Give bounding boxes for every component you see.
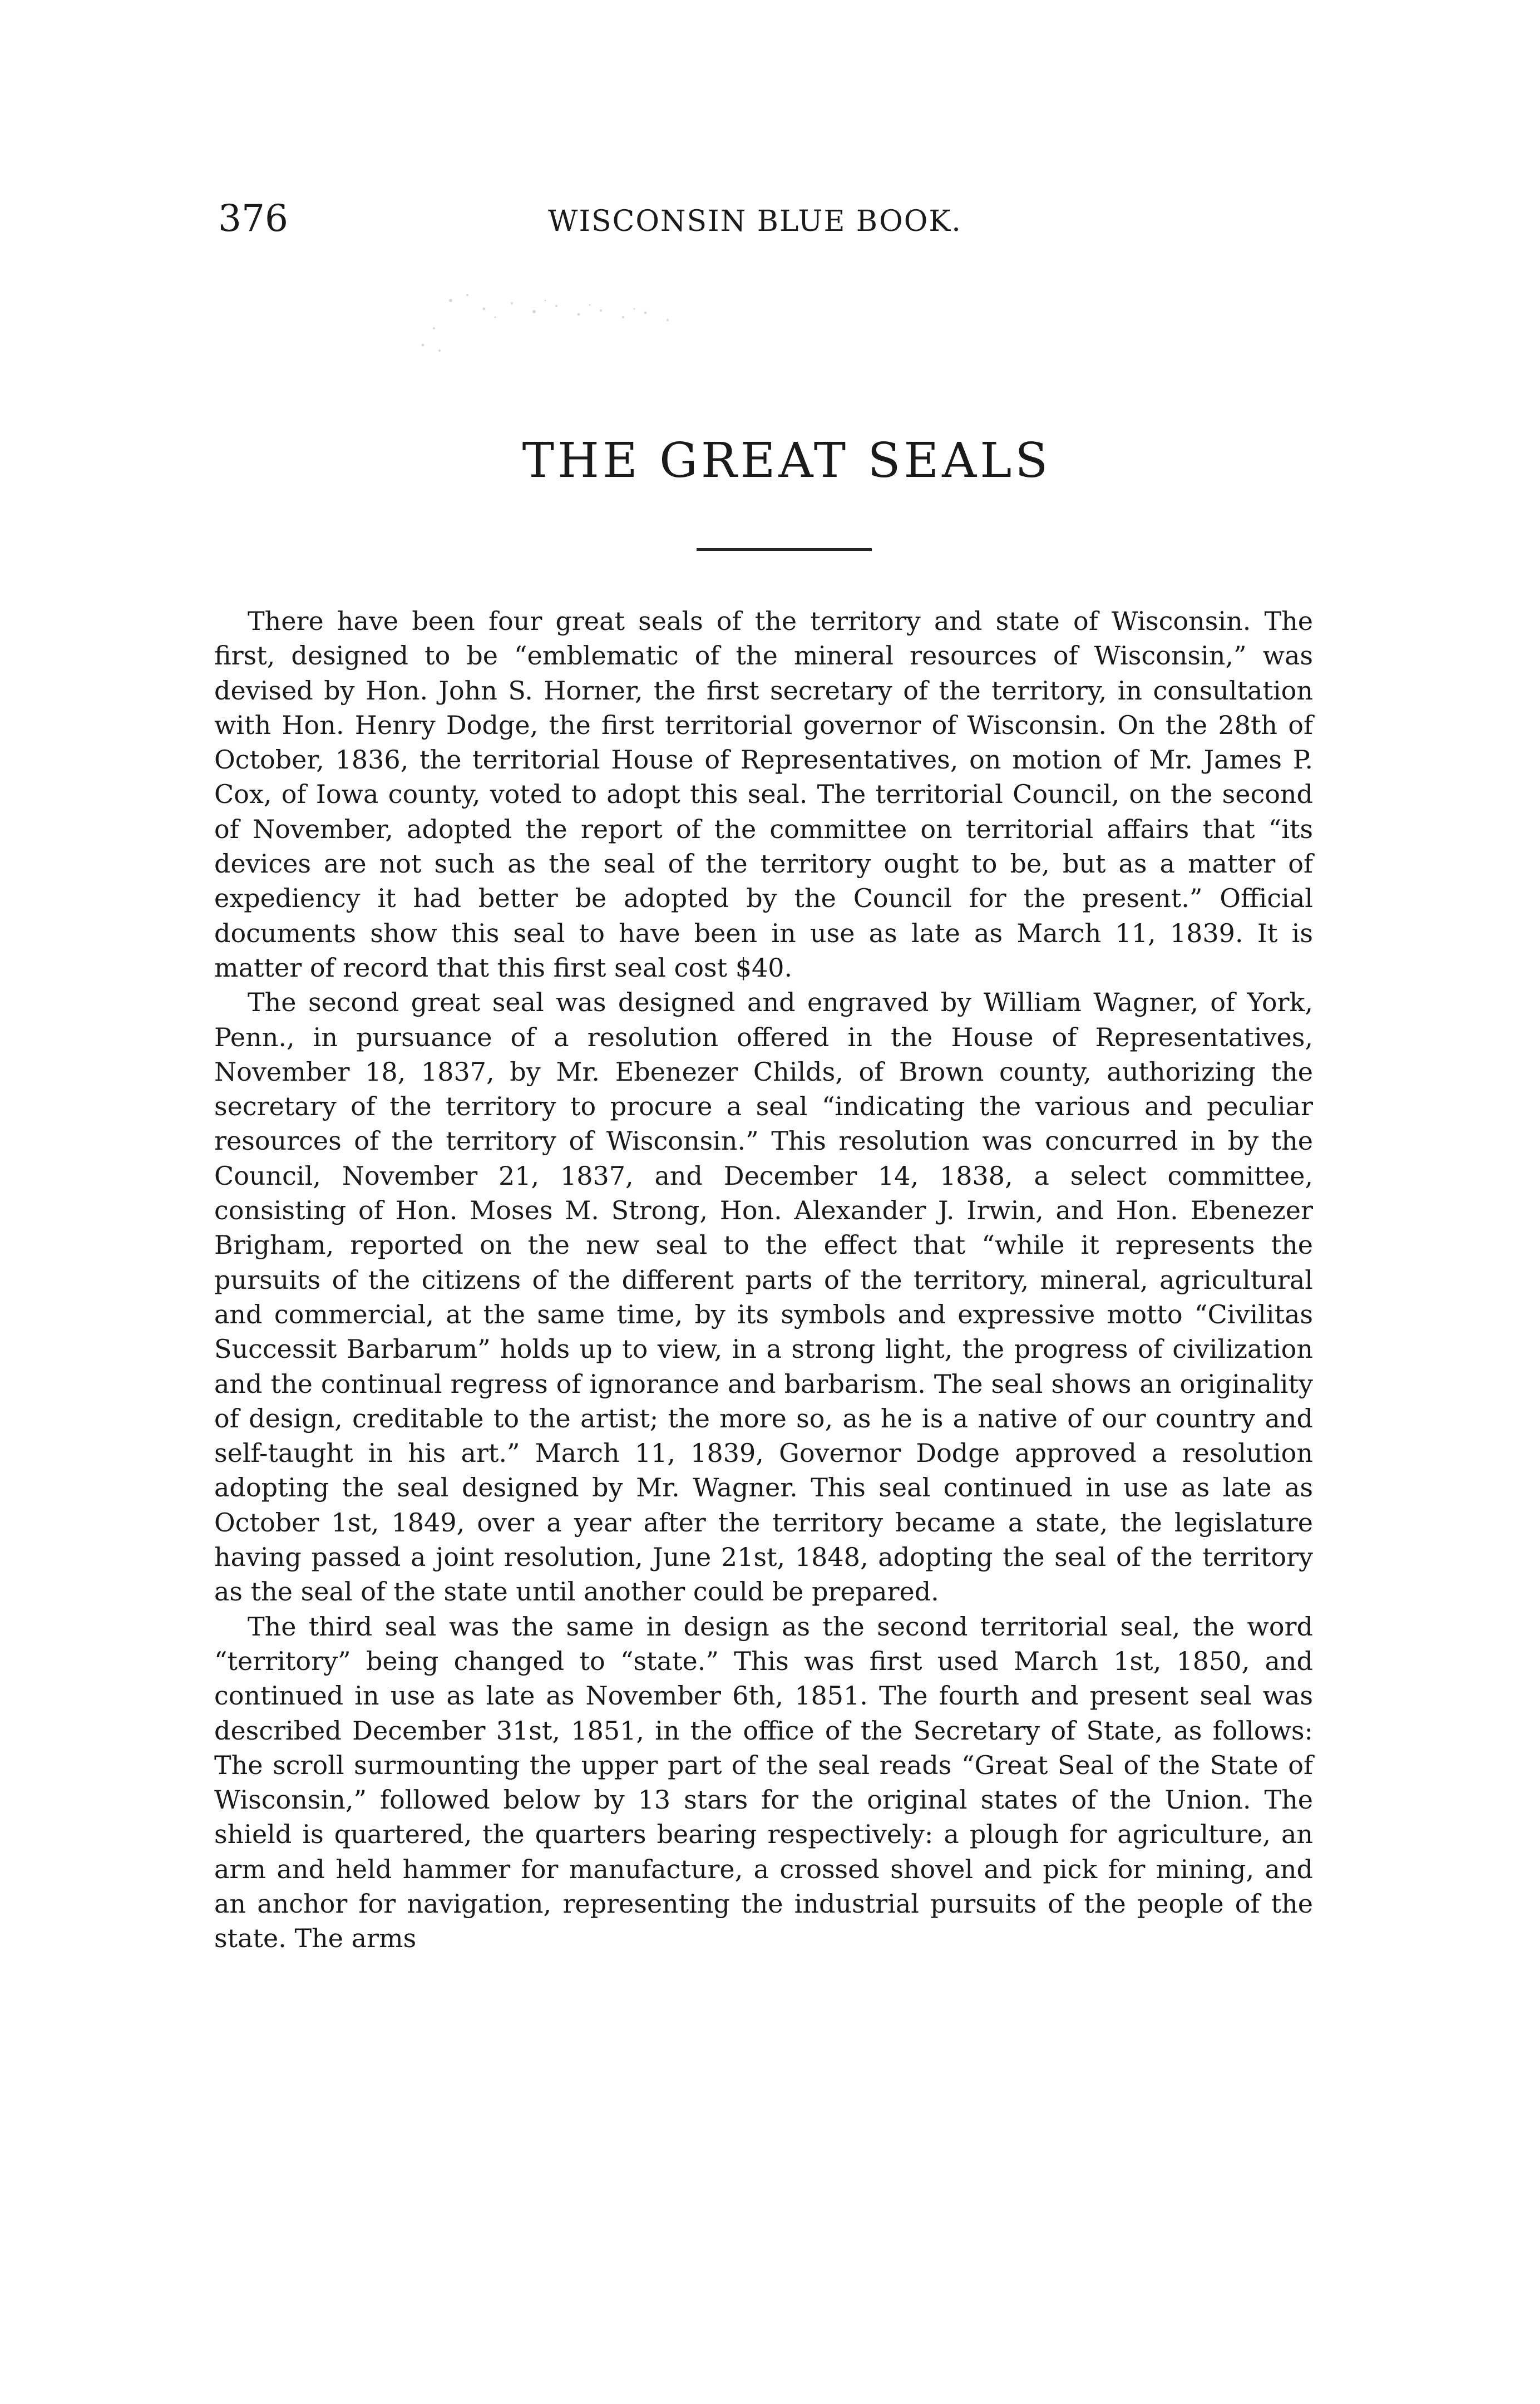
page-number: 376	[218, 197, 288, 240]
paragraph-2: The second great seal was designed and engraved by William Wagner, of York, Penn., in pursuance of a resolution offered in the House of Representatives, November 18, 1837, by Mr. Ebenezer Childs, of Brown county, authorizing the secretary of the territory to procure a seal “indicating the various and peculiar resources of the territory of Wisconsin.” This resolution was concurred in by the Council, November 21, 1837, and December 14, 1838, a select committee, consisting of Hon. Moses M. Strong, Hon. Alexander J. Irwin, and Hon. Ebenezer Brigham, reported on the new seal to the effect that “while it represents the pursuits of the citizens of the different parts of the territory, mineral, agricultural and commercial, at the same time, by its symbols and expressive motto “Civilitas Successit Barbarum” holds up to view, in a strong light, the progress of civilization and the continual regress of ignorance and barbarism. The seal shows an originality of design, creditable to the artist; the more so, as he is a native of our country and self-taught in his art.” March 11, 1839, Governor Dodge approved a resolution adopting the seal designed by Mr. Wagner. This seal continued in use as late as October 1st, 1849, over a year after the territory became a state, the legislature having passed a joint resolution, June 21st, 1848, adopting the seal of the territory as the seal of the state until another could be prepared.	[214, 987, 1313, 1607]
page-title: THE GREAT SEALS	[522, 433, 1052, 489]
running-head: WISCONSIN BLUE BOOK.	[548, 205, 962, 238]
paragraph-3: The third seal was the same in design as the second territorial seal, the word “territory” being changed to “state.” This was first used March 1st, 1850, and continued in use as late as November 6th, 1851. The fourth and present seal was described December 31st, 1851, in the office of the Secretary of State, as follows: The scroll surmounting the upper part of the seal reads “Great Seal of the State of Wisconsin,” followed below by 13 stars for the original states of the Union. The shield is quartered, the quarters bearing respectively: a plough for agriculture, an arm and held hammer for manufacture, a crossed shovel and pick for mining, and an anchor for navigation, representing the industrial pursuits of the people of the state. The arms	[214, 1611, 1313, 1954]
body-text	[214, 604, 1313, 1956]
paragraph-1: There have been four great seals of the territory and state of Wisconsin. The first, designed to be “emblematic of the mineral resources of Wisconsin,” was devised by Hon. John S. Horner, the first secretary of the territory, in consultation with Hon. Henry Dodge, the first territorial governor of Wisconsin. On the 28th of October, 1836, the territorial House of Representatives, on motion of Mr. James P. Cox, of Iowa county, voted to adopt this seal. The territorial Council, on the second of November, adopted the report of the committee on territorial affairs that “its devices are not such as the seal of the territory ought to be, but as a matter of expediency it had better be adopted by the Council for the present.” Official documents show this seal to have been in use as late as March 11, 1839. It is matter of record that this first seal cost $40.	[214, 606, 1313, 983]
ink-smudge	[401, 278, 746, 362]
title-rule	[697, 548, 872, 551]
